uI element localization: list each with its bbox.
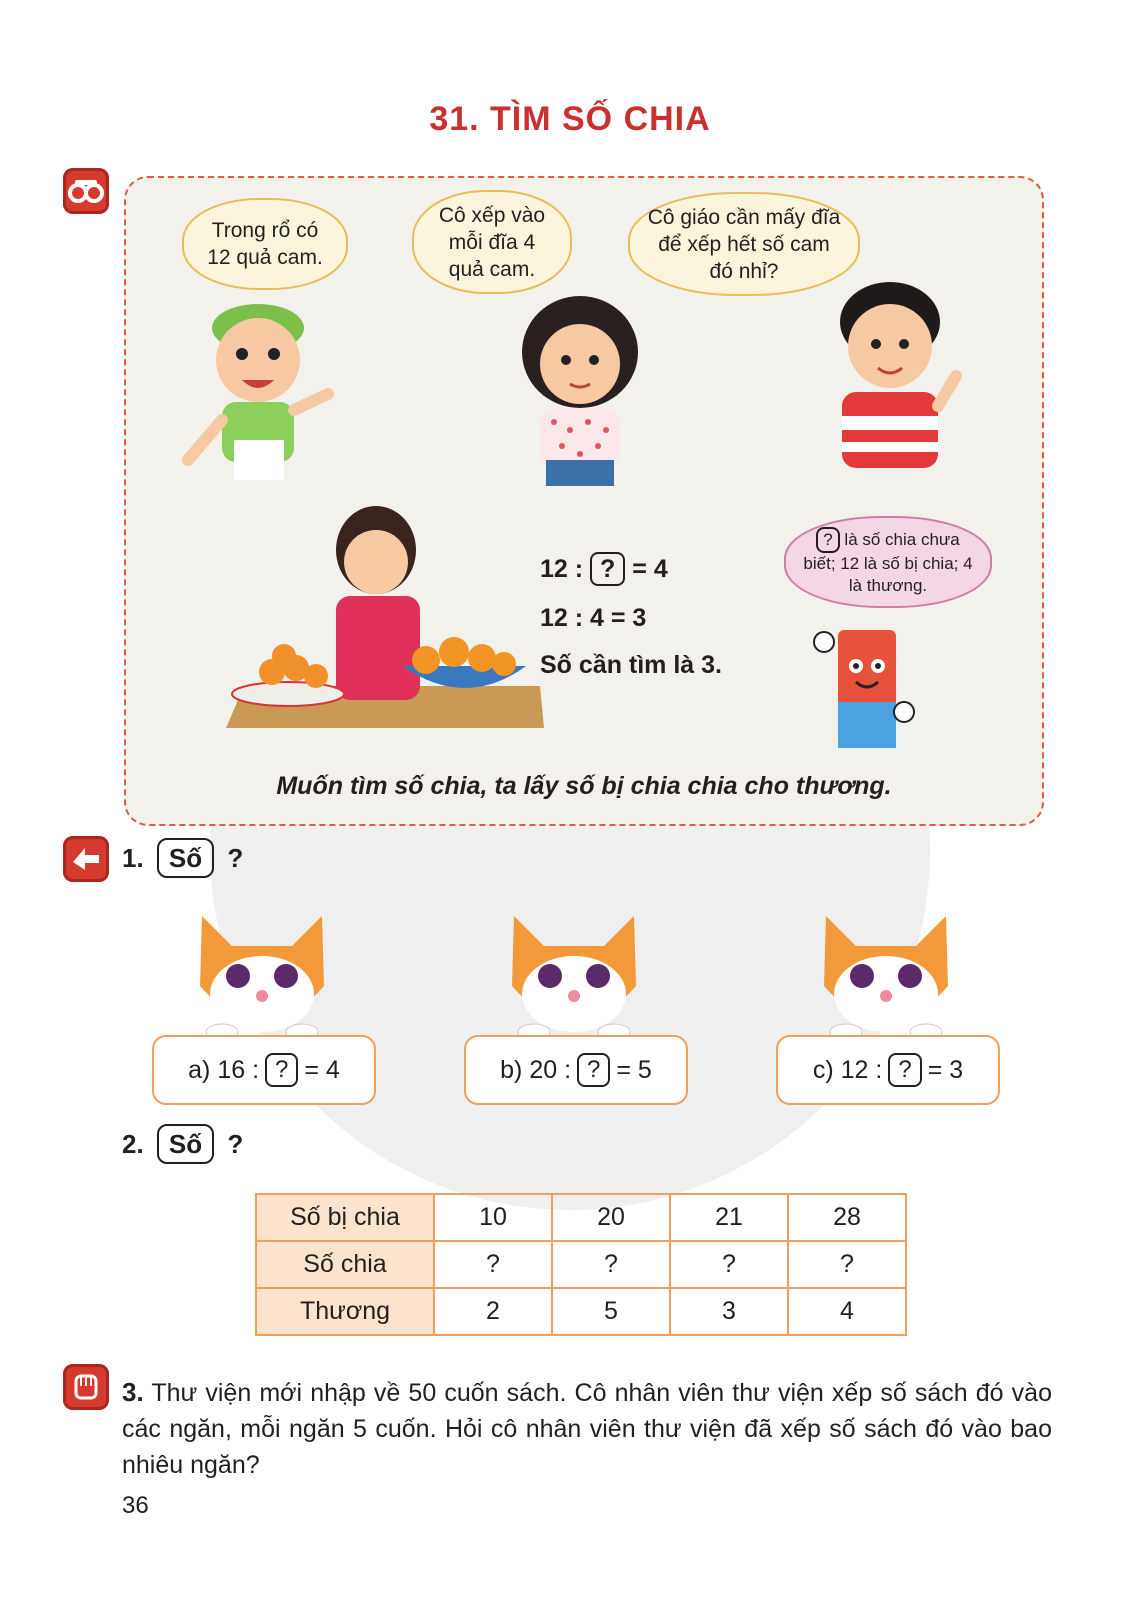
exercise-1c-answer-box[interactable]: ? <box>888 1053 921 1087</box>
table-cell: 5 <box>552 1288 670 1335</box>
speech-bubble-girl: Cô xếp vào mỗi đĩa 4 quả cam. <box>412 190 572 294</box>
so-label-box: Số <box>157 1124 214 1164</box>
row-header-divisor: Số chia <box>256 1241 434 1288</box>
exercise-3-text: Thư viện mới nhập về 50 cuốn sách. Cô nhân viên thư viện xếp số sách đó vào các ngăn, mỗi ngăn 5 cuốn. Hỏi cô nhân viên thư viện đã xếp số sách đó vào bao nhiêu ngăn? <box>122 1379 1052 1479</box>
hint-unknown-box: ? <box>816 527 839 553</box>
eraser-character-illustration <box>808 616 918 756</box>
lesson-title: 31. TÌM SỐ CHIA <box>429 100 711 138</box>
exercise-1c-label: c) 12 : <box>812 1055 883 1084</box>
row-header-quotient: Thương <box>256 1288 434 1335</box>
table-cell: 3 <box>670 1288 788 1335</box>
practice-icon <box>63 836 109 882</box>
page-number: 36 <box>122 1492 149 1519</box>
question-mark: ? <box>227 1129 244 1159</box>
unknown-box: ? <box>590 552 625 586</box>
table-cell: 28 <box>788 1194 906 1241</box>
answer-cell[interactable]: ? <box>670 1241 788 1288</box>
speech-bubble-boy-red: Cô giáo cần mấy đĩa để xếp hết số cam đó nhỉ? <box>628 192 860 296</box>
table-row <box>256 1288 906 1335</box>
exercise-2-number: 2. <box>122 1129 144 1159</box>
cat-illustration-b <box>494 906 654 1038</box>
equation-2: 12 : 4 = 3 <box>540 604 647 632</box>
table-row <box>256 1194 906 1241</box>
answer-text: Số cần tìm là 3. <box>540 651 723 679</box>
hint-text: là số chia chưa biết; 12 là số bị chia; 4 là thương. <box>803 530 973 595</box>
cat-illustration-a <box>182 906 342 1038</box>
hint-bubble <box>784 516 992 608</box>
exercise-1a-result: = 4 <box>304 1055 340 1084</box>
speech-bubble-boy-cap: Trong rổ có 12 quả cam. <box>182 198 348 290</box>
answer-cell[interactable]: ? <box>552 1241 670 1288</box>
exercise-1a-label: a) 16 : <box>188 1055 260 1084</box>
row-header-dividend: Số bị chia <box>256 1194 434 1241</box>
teacher-with-oranges-illustration <box>226 500 546 730</box>
girl-illustration <box>510 290 650 490</box>
equation-1-right: = 4 <box>632 555 668 583</box>
exercise-1a-answer-box[interactable]: ? <box>265 1053 298 1087</box>
exercise-3-number: 3. <box>122 1377 144 1407</box>
table-cell: 21 <box>670 1194 788 1241</box>
exercise-1-heading <box>122 838 243 878</box>
exercise-1c-result: = 3 <box>927 1055 964 1084</box>
exercise-3-problem <box>122 1374 1052 1483</box>
equation-1 <box>540 552 668 586</box>
exercise-1b-label: b) 20 : <box>500 1055 572 1084</box>
table-cell: 4 <box>788 1288 906 1335</box>
question-mark: ? <box>227 843 244 873</box>
division-table <box>255 1193 907 1336</box>
table-cell: 2 <box>434 1288 552 1335</box>
boy-cap-illustration <box>178 290 348 490</box>
table-row <box>256 1241 906 1288</box>
so-label-box: Số <box>157 838 214 878</box>
answer-cell[interactable]: ? <box>434 1241 552 1288</box>
fist-icon <box>63 1364 109 1410</box>
exercise-1a-card <box>152 1035 376 1105</box>
exercise-1c-card <box>776 1035 1000 1105</box>
boy-red-shirt-illustration <box>828 276 968 492</box>
rule-statement: Muốn tìm số chia, ta lấy số bị chia chia cho thương. <box>276 772 892 800</box>
exercise-1-number: 1. <box>122 843 144 873</box>
table-cell: 20 <box>552 1194 670 1241</box>
exercise-1b-result: = 5 <box>616 1055 652 1084</box>
cat-illustration-c <box>806 906 966 1038</box>
exercise-1b-answer-box[interactable]: ? <box>577 1053 610 1087</box>
answer-cell[interactable]: ? <box>788 1241 906 1288</box>
equation-1-left: 12 : <box>540 555 584 583</box>
binoculars-icon <box>63 168 109 214</box>
exercise-2-heading <box>122 1124 243 1164</box>
exercise-1b-card <box>464 1035 688 1105</box>
table-cell: 10 <box>434 1194 552 1241</box>
